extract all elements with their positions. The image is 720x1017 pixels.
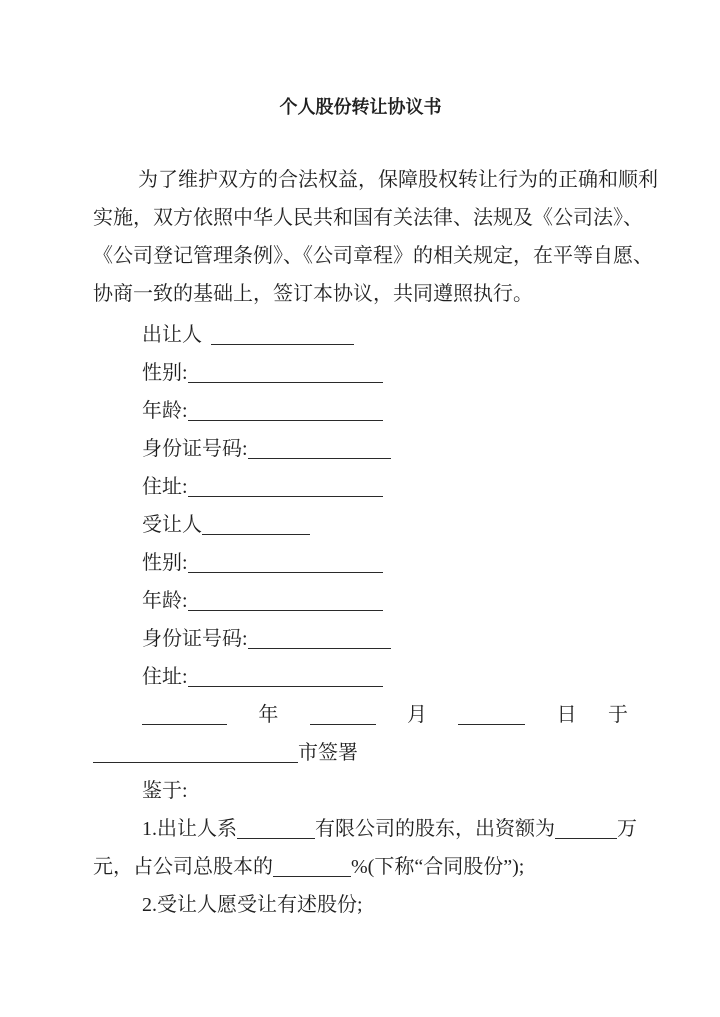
field-label: 出让人 (142, 324, 202, 346)
field-label: 受让人 (142, 514, 202, 536)
fill-in-blank (188, 552, 383, 573)
fill-in-blank (248, 438, 391, 459)
field-label: 年龄: (142, 400, 188, 422)
fill-in-blank (555, 818, 617, 839)
clause-line (93, 848, 628, 886)
field-label: 身份证号码: (142, 438, 248, 460)
field-label: 性别: (142, 552, 188, 574)
field-label: 年龄: (142, 590, 188, 612)
sign-city-suffix: 市签署 (298, 742, 358, 764)
field-row (93, 506, 628, 544)
intro-line: 为了维护双方的合法权益，保障股权转让行为的正确和顺利 (138, 169, 658, 191)
field-row (93, 658, 628, 696)
field-row (93, 582, 628, 620)
intro-line: 协商一致的基础上，签订本协议，共同遵照执行。 (93, 283, 533, 305)
fill-in-blank (188, 590, 383, 611)
clause-line (93, 886, 628, 924)
fill-in-blank (202, 514, 310, 535)
fill-in-blank (188, 476, 383, 497)
field-row (93, 392, 628, 430)
date-unit-label: 月 (406, 704, 427, 726)
fill-in-blank (93, 742, 298, 763)
field-label: 身份证号码: (142, 628, 248, 650)
clauses (93, 810, 637, 924)
sign-city-line (93, 734, 628, 772)
clause-text: 元，占公司总股本的 (93, 856, 273, 878)
clause-text: 万 (617, 818, 637, 840)
date-unit-label: 年 (258, 704, 279, 726)
field-row (93, 544, 628, 582)
field-label: 性别: (142, 362, 188, 384)
fill-in-blank (310, 704, 376, 725)
fill-in-blank (273, 856, 351, 877)
fill-in-blank (188, 362, 383, 383)
fill-in-blank (188, 666, 383, 687)
intro-line: 实施，双方依照中华人民共和国有关法律、法规及《公司法》、 (93, 207, 643, 229)
date-line (142, 696, 628, 734)
intro-line: 《公司登记管理条例》、《公司章程》的相关规定，在平等自愿、 (93, 245, 653, 267)
fill-in-blank (142, 704, 227, 725)
clause-text: 1.出让人系 (142, 818, 237, 840)
document-title: 个人股份转让协议书 (279, 97, 442, 117)
field-row (93, 316, 628, 354)
date-unit-label: 日 (556, 704, 577, 726)
fill-in-blank (458, 704, 525, 725)
clause-text: 2.受让人愿受让有述股份; (142, 894, 363, 916)
intro-paragraph (93, 161, 658, 313)
whereas-label: 鉴于: (142, 780, 188, 802)
fill-in-blank (248, 628, 391, 649)
fill-in-blank (237, 818, 315, 839)
field-row (93, 430, 628, 468)
field-label: 住址: (142, 476, 188, 498)
fill-in-blank (211, 324, 354, 345)
date-unit-label: 于 (607, 704, 628, 726)
field-row (93, 620, 628, 658)
field-row (93, 468, 628, 506)
fill-in-blank (188, 400, 383, 421)
field-row (93, 354, 628, 392)
clause-text: %(下称“合同股份”); (351, 856, 525, 878)
fill-in-fields (93, 316, 628, 696)
field-label: 住址: (142, 666, 188, 688)
clause-line (93, 810, 637, 848)
clause-text: 有限公司的股东，出资额为 (315, 818, 555, 840)
